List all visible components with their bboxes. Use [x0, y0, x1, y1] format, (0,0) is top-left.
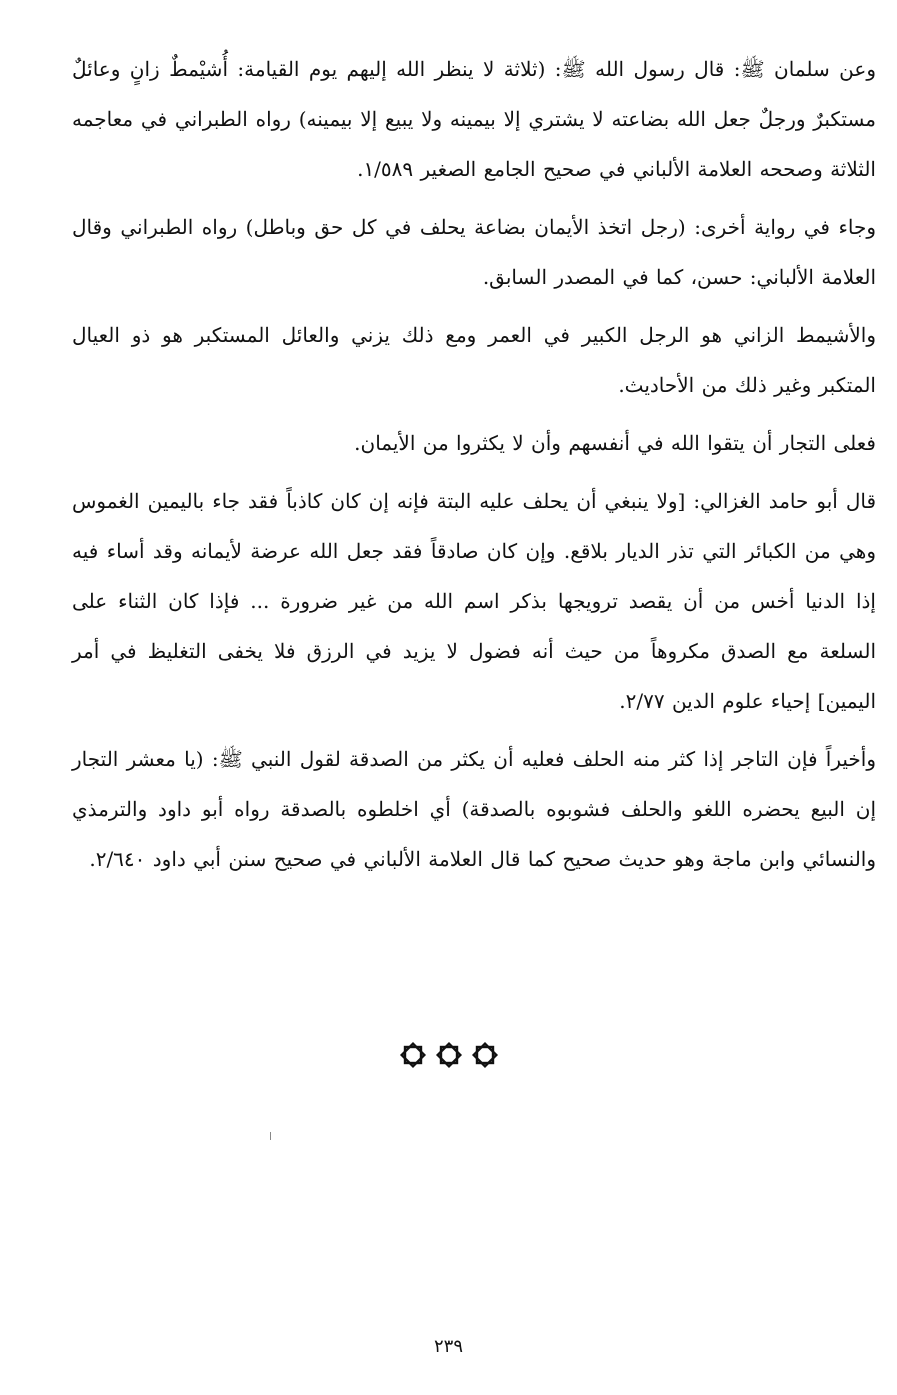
- eight-point-star-knot-icon: [434, 1040, 464, 1070]
- paragraph-explanation: والأشيمط الزاني هو الرجل الكبير في العمر ومع ذلك يزني والعائل المستكبر هو ذو العيال المتكبر وغير ذلك من الأحاديث.: [72, 323, 876, 397]
- eight-point-star-knot-icon: [398, 1040, 428, 1070]
- page-body: [72, 44, 876, 892]
- paragraph-salman-hadith: وعن سلمان ﷺ: قال رسول الله ﷺ: (ثلاثة لا ينظر الله إليهم يوم القيامة: أُشيْمطٌ زانٍ وعائلٌ مستكبرٌ ورجلٌ جعل الله بضاعته لا يشتري إلا بيمينه ولا يبيع إلا بيمينه) رواه الطبراني في معاجمه الثلاثة وصححه العلامة الألباني في صحيح الجامع الصغير ١/٥٨٩.: [72, 57, 876, 181]
- eight-point-star-knot-icon: [470, 1040, 500, 1070]
- page-number: ٢٣٩: [433, 1336, 463, 1357]
- paragraph-charity-hadith: وأخيراً فإن التاجر إذا كثر منه الحلف فعليه أن يكثر من الصدقة لقول النبي ﷺ: (يا معشر التجار إن البيع يحضره اللغو والحلف فشوبوه بالصدقة) أي اخلطوه بالصدقة رواه أبو داود والترمذي والنسائي وابن ماجة وهو حديث صحيح كما قال العلامة الألباني في صحيح سنن أبي داود ٢/٦٤٠.: [72, 747, 876, 871]
- scan-speck: [270, 1132, 271, 1140]
- section-divider-ornament: [0, 1040, 897, 1070]
- paragraph-advice-merchants: فعلى التجار أن يتقوا الله في أنفسهم وأن لا يكثروا من الأيمان.: [354, 431, 876, 455]
- paragraph-ghazali-quote: قال أبو حامد الغزالي: [ولا ينبغي أن يحلف عليه البتة فإنه إن كان كاذباً فقد جاء باليمين الغموس وهي من الكبائر التي تذر الديار بلاقع. وإن كان صادقاً فقد جعل الله عرضة لأيمانه وقد أساء فيه إذا الدنيا أخس من أن يقصد ترويجها بذكر اسم الله من غير ضرورة ... فإذا كان الثناء على السلعة مع الصدق مكروهاً من حيث أنه فضول لا يزيد في الرزق فلا يخفى التغليظ في أمر اليمين] إحياء علوم الدين ٢/٧٧.: [72, 489, 877, 713]
- paragraph-other-narration: وجاء في رواية أخرى: (رجل اتخذ الأيمان بضاعة يحلف في كل حق وباطل) رواه الطبراني وقال العلامة الألباني: حسن، كما في المصدر السابق.: [72, 215, 876, 289]
